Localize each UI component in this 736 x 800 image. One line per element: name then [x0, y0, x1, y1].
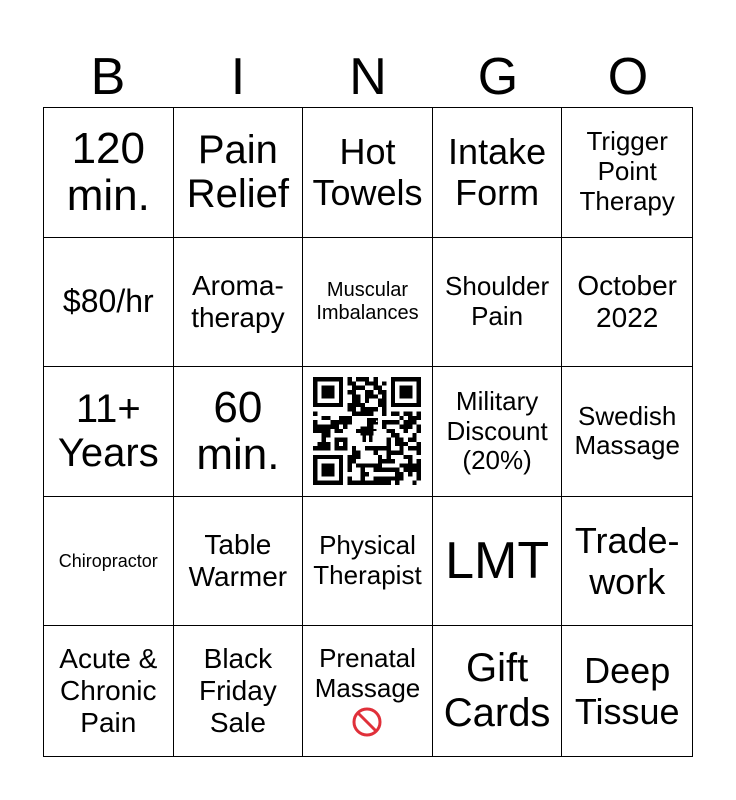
bingo-cell[interactable]: [303, 238, 433, 368]
bingo-cell[interactable]: [44, 108, 174, 238]
bingo-cell[interactable]: [174, 497, 304, 627]
bingo-cell[interactable]: [562, 238, 692, 368]
cell-text: Table Warmer: [188, 528, 288, 593]
header-letter-b: B: [90, 48, 126, 106]
cell-text: Pain Relief: [186, 127, 290, 217]
cell-text: Intake Form: [448, 130, 547, 214]
bingo-cell[interactable]: [303, 497, 433, 627]
bingo-cell[interactable]: [562, 367, 692, 497]
bingo-cell[interactable]: [433, 238, 563, 368]
cell-text: Military Discount (20%): [446, 385, 548, 476]
cell-text: Prenatal Massage: [314, 643, 421, 704]
cell-text: $80/hr: [62, 283, 154, 320]
bingo-cell[interactable]: [174, 367, 304, 497]
qr-code-dinosaur-icon: [313, 377, 421, 485]
cell-text: Swedish Massage: [574, 400, 680, 461]
bingo-cell[interactable]: [562, 497, 692, 627]
cell-text: Aroma- therapy: [191, 269, 285, 333]
bingo-cell[interactable]: [562, 108, 692, 238]
header-letter-g: G: [477, 48, 519, 106]
bingo-cell[interactable]: [433, 497, 563, 627]
bingo-header: [43, 48, 693, 106]
cell-text: Trade- work: [574, 519, 680, 603]
cell-text: LMT: [445, 531, 550, 590]
cell-text: Shoulder Pain: [445, 271, 550, 331]
cell-text: 11+ Years: [57, 386, 159, 476]
bingo-cell[interactable]: [174, 108, 304, 238]
bingo-cell[interactable]: [303, 626, 433, 756]
cell-text: Physical Therapist: [313, 530, 422, 591]
free-space-cell[interactable]: [303, 367, 433, 497]
cell-text: Trigger Point Therapy: [579, 126, 675, 217]
bingo-cell[interactable]: [174, 238, 304, 368]
bingo-cell[interactable]: [433, 367, 563, 497]
cell-text: Black Friday Sale: [198, 642, 277, 739]
header-letter-n: N: [349, 48, 387, 106]
cell-text: Chiropractor: [58, 550, 158, 571]
bingo-cell[interactable]: [562, 626, 692, 756]
bingo-cell[interactable]: [44, 626, 174, 756]
cell-text: Gift Cards: [443, 646, 551, 736]
header-letter-o: O: [607, 48, 649, 106]
cell-text: 60 min.: [196, 382, 280, 480]
bingo-cell[interactable]: [174, 626, 304, 756]
cell-text: Acute & Chronic Pain: [59, 642, 158, 739]
bingo-board: [43, 107, 693, 757]
bingo-cell[interactable]: [44, 497, 174, 627]
bingo-cell[interactable]: [433, 108, 563, 238]
cell-text: 120 min.: [66, 123, 150, 221]
bingo-cell[interactable]: [433, 626, 563, 756]
bingo-cell[interactable]: [303, 108, 433, 238]
bingo-cell[interactable]: [44, 238, 174, 368]
cell-text: October 2022: [577, 269, 677, 333]
cell-text: Muscular Imbalances: [316, 278, 419, 324]
cell-text: Deep Tissue: [574, 649, 680, 733]
cell-text: Hot Towels: [312, 130, 423, 214]
no-entry-icon: [351, 706, 383, 738]
bingo-cell[interactable]: [44, 367, 174, 497]
header-letter-i: I: [230, 48, 246, 106]
